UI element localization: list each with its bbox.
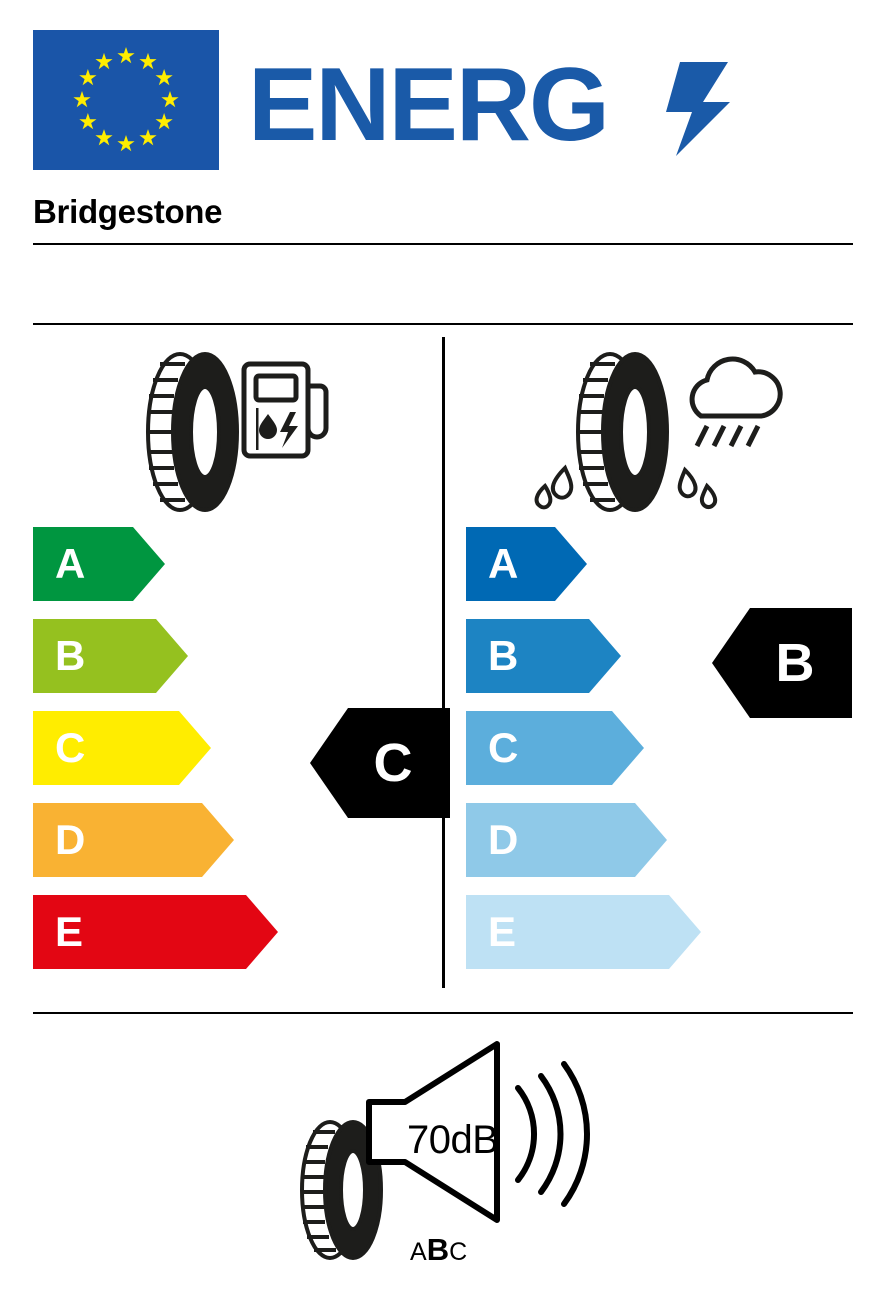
tyre-fuel-pump-icon (120, 350, 330, 515)
grade-arrow-a (466, 527, 587, 601)
grade-letter: C (488, 724, 519, 771)
divider-brand (33, 243, 853, 245)
grade-letter: B (488, 632, 519, 679)
noise-class-scale (410, 1232, 467, 1268)
grade-letter: E (488, 908, 517, 955)
tyre-loudspeaker-icon (285, 1040, 605, 1270)
wet-result-letter: B (775, 633, 815, 693)
grade-letter: E (55, 908, 84, 955)
grade-letter: D (488, 816, 519, 863)
noise-class-c: C (449, 1238, 468, 1266)
grade-letter: A (488, 540, 519, 587)
divider-vertical (442, 337, 445, 988)
brand-name: Bridgestone (33, 193, 223, 230)
eu-flag-icon (33, 30, 219, 170)
energ-wordmark (248, 58, 748, 158)
grade-letter: A (55, 540, 86, 587)
noise-class-a: A (410, 1238, 427, 1266)
wet-result-badge (712, 608, 852, 718)
noise-class-b: B (426, 1232, 450, 1267)
fuel-result-badge (310, 708, 450, 818)
svg-text:ENERG: ENERG (248, 58, 608, 158)
grade-arrow-a (33, 527, 165, 601)
noise-db-value: 70dB (407, 1118, 499, 1162)
grade-letter: C (55, 724, 86, 771)
label-header (33, 30, 853, 175)
grade-letter: D (55, 816, 86, 863)
fuel-result-letter: C (373, 733, 413, 793)
divider-grid-top (33, 323, 853, 325)
divider-grid-bottom (33, 1012, 853, 1014)
grade-letter: B (55, 632, 86, 679)
tyre-rain-cloud-icon (525, 350, 790, 515)
